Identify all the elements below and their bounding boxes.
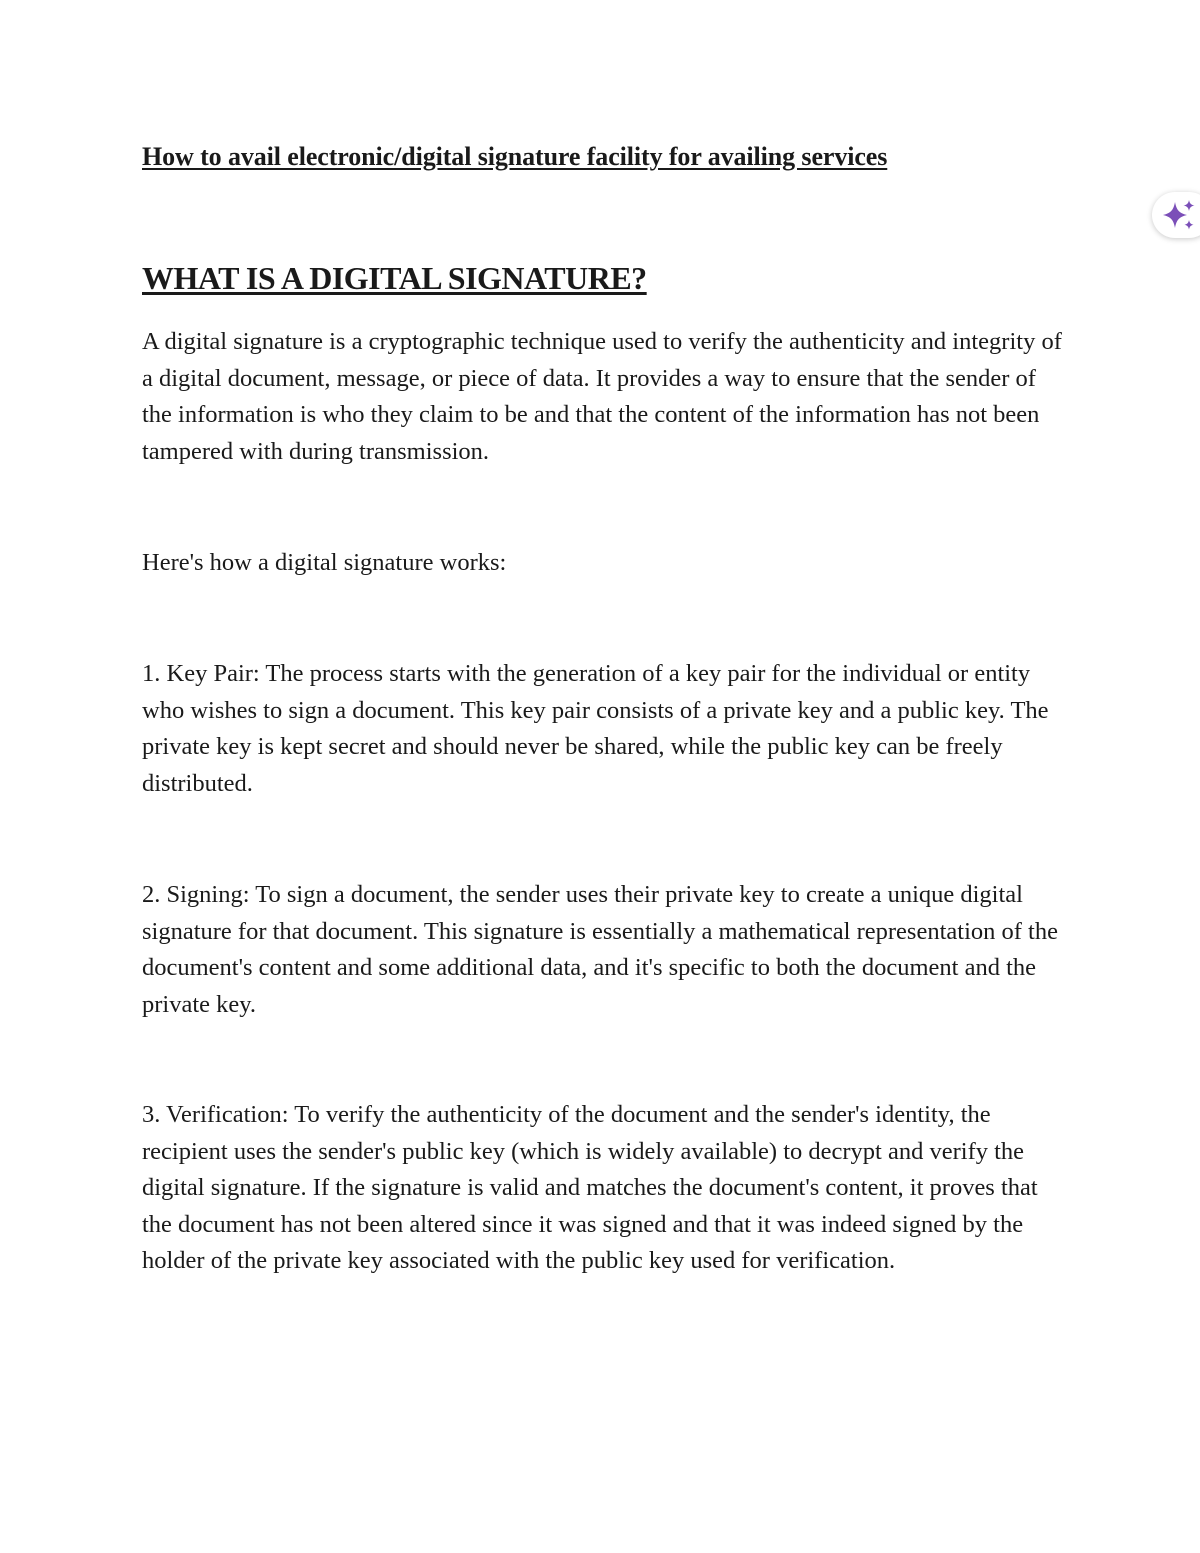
paragraph-how-it-works: Here's how a digital signature works: <box>142 549 507 576</box>
paragraph-step-key-pair: 1. Key Pair: The process starts with the generation of a key pair for the individual or entity who wishes to sign a document. This key pair consists of a private key and a public key. The private key is kept secret and should never be shared, while the public key can be freely distributed. <box>142 660 1049 797</box>
sparkle-icon <box>1160 198 1198 232</box>
paragraph-step-signing: 2. Signing: To sign a document, the sender uses their private key to create a unique digital signature for that document. This signature is essentially a mathematical representation of the document's content and some additional data, and it's specific to both the document and the private key. <box>142 881 1058 1018</box>
ai-assist-button[interactable] <box>1152 192 1200 238</box>
section-heading: WHAT IS A DIGITAL SIGNATURE? <box>142 260 647 296</box>
paragraph-definition: A digital signature is a cryptographic technique used to verify the authenticity and integrity of a digital document, message, or piece of data. It provides a way to ensure that the sender of the information is who they claim to be and that the content of the information has not been tampered with during transmission. <box>142 328 1062 465</box>
paragraph-step-verification: 3. Verification: To verify the authenticity of the document and the sender's identity, the recipient uses the sender's public key (which is widely available) to decrypt and verify the digital signature. If the signature is valid and matches the document's content, it proves that the document has not been altered since it was signed and that it was indeed signed by the holder of the private key associated with the public key used for verification. <box>142 1101 1038 1274</box>
document-title: How to avail electronic/digital signature facility for availing services <box>142 142 888 171</box>
